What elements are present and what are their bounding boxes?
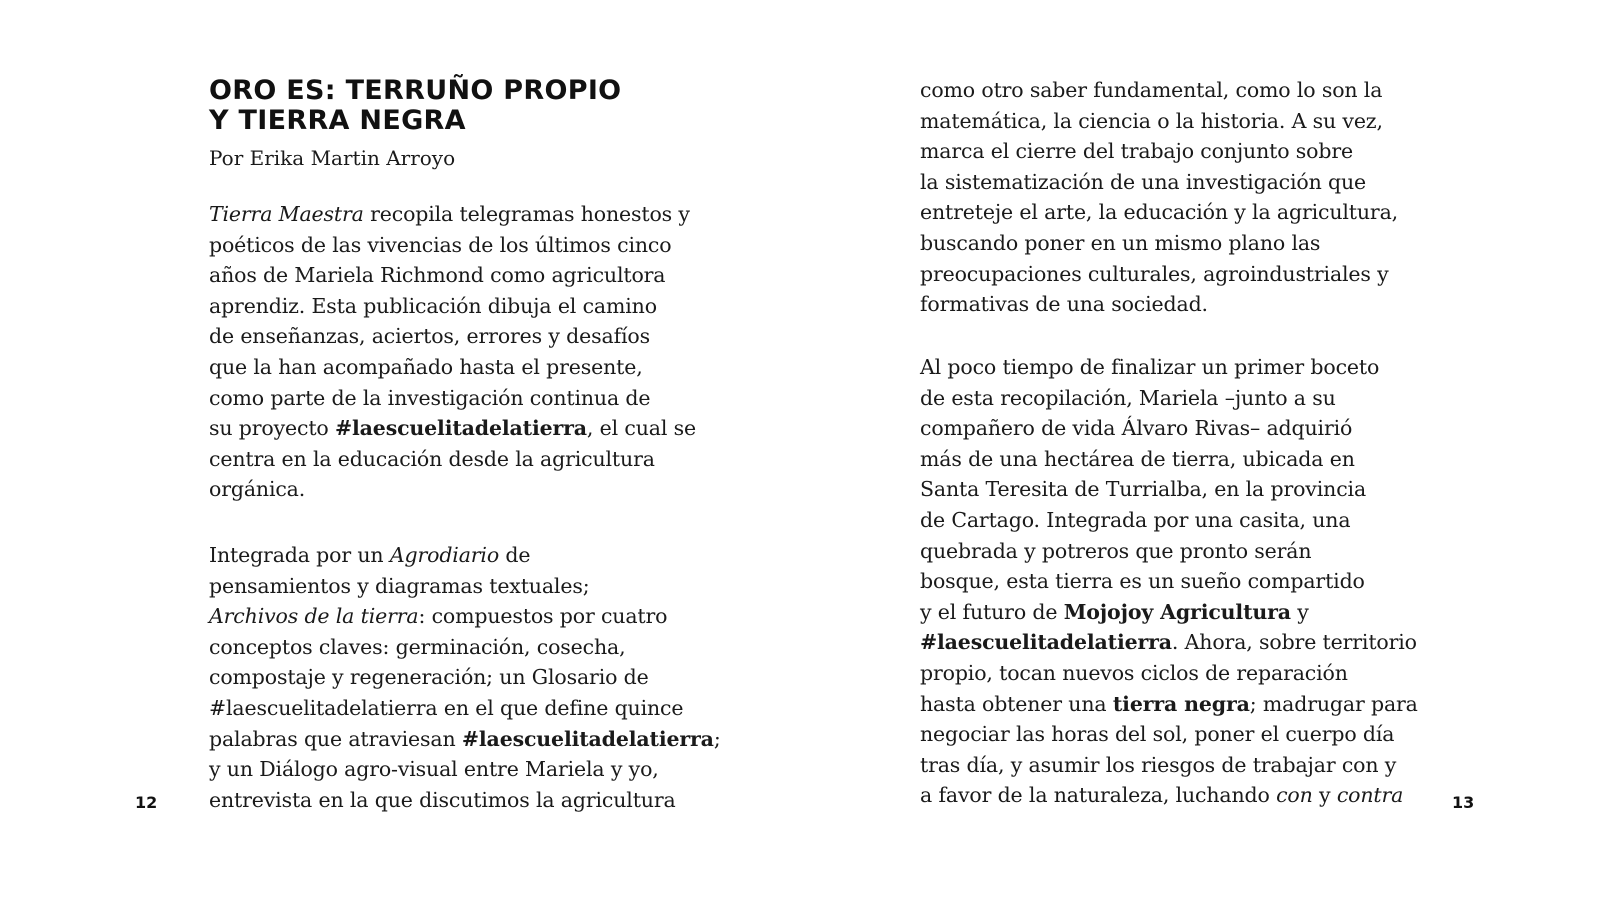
paragraph-territory <box>920 352 1418 811</box>
paragraph-structure <box>209 540 721 815</box>
text-line: quebrada y potreros que pronto serán <box>920 538 1312 563</box>
italic-title: Tierra Maestra <box>209 202 364 226</box>
text-line <box>920 780 1418 811</box>
text-line <box>920 627 1418 658</box>
text-line: como otro saber fundamental, como lo son la <box>920 78 1383 102</box>
text-line: la sistematización de una investigación que <box>920 169 1366 194</box>
chapter-title <box>209 76 729 136</box>
paragraph-continuation <box>920 75 1398 320</box>
text-line <box>209 601 721 632</box>
text-segment: . Ahora, sobre territorio <box>1171 630 1417 655</box>
text-line: #laescuelitadelatierra en el que define quince <box>209 695 684 720</box>
author-byline: Por Erika Martin Arroyo <box>209 146 456 170</box>
text-line: propio, tocan nuevos ciclos de reparación <box>920 660 1348 685</box>
text-line: preocupaciones culturales, agroindustriales y <box>920 261 1389 286</box>
text-segment: , el cual se <box>586 416 696 441</box>
text-segment: y <box>1312 783 1337 808</box>
text-line: de enseñanzas, aciertos, errores y desafíos <box>209 324 650 349</box>
text-line: compañero de vida Álvaro Rivas– adquirió <box>920 416 1353 441</box>
page-number-left: 12 <box>135 793 158 812</box>
italic-title: Agrodiario <box>389 543 500 567</box>
text-segment: : compuestos por cuatro <box>418 604 668 629</box>
text-segment: ; madrugar para <box>1249 691 1418 716</box>
text-segment: y <box>1290 599 1309 624</box>
hashtag-bold: #laescuelitadelatierra <box>461 726 714 751</box>
text-line <box>920 689 1418 720</box>
text-line: años de Mariela Richmond como agricultora <box>209 263 666 288</box>
text-line <box>209 724 721 755</box>
title-line: ORO ES: TERRUÑO PROPIO <box>209 75 622 106</box>
text-segment: hasta obtener una <box>920 691 1113 716</box>
text-segment: palabras que atraviesan <box>209 726 462 751</box>
text-line: como parte de la investigación continua de <box>209 385 651 410</box>
text-line: más de una hectárea de tierra, ubicada en <box>920 446 1355 471</box>
text-line: centra en la educación desde la agricultura <box>209 446 655 471</box>
italic-word: con <box>1276 783 1313 808</box>
text-line: marca el cierre del trabajo conjunto sobre <box>920 139 1353 164</box>
text-line <box>209 199 696 230</box>
text-line: de esta recopilación, Mariela –junto a su <box>920 385 1336 410</box>
text-line: entreteje el arte, la educación y la agricultura, <box>920 200 1399 225</box>
text-segment: su proyecto <box>209 416 335 441</box>
text-line: tras día, y asumir los riesgos de trabajar con y <box>920 752 1397 777</box>
text-line: aprendiz. Esta publicación dibuja el camino <box>209 293 657 318</box>
text-line <box>920 597 1418 628</box>
italic-word: contra <box>1336 783 1404 808</box>
text-line: de Cartago. Integrada por una casita, una <box>920 507 1351 532</box>
text-segment: de <box>499 543 531 567</box>
text-line <box>209 413 696 444</box>
text-line: buscando poner en un mismo plano las <box>920 230 1321 255</box>
text-line: conceptos claves: germinación, cosecha, <box>209 634 626 659</box>
paragraph-intro <box>209 199 696 505</box>
text-line: que la han acompañado hasta el presente, <box>209 354 643 379</box>
right-page <box>800 0 1600 907</box>
text-line: orgánica. <box>209 477 306 502</box>
text-segment: Integrada por un <box>209 543 390 567</box>
text-line: Santa Teresita de Turrialba, en la provincia <box>920 477 1367 502</box>
text-line: Al poco tiempo de finalizar un primer boceto <box>920 355 1380 379</box>
text-line: entrevista en la que discutimos la agricultura <box>209 787 676 812</box>
text-line: compostaje y regeneración; un Glosario de <box>209 665 649 690</box>
term-bold: tierra negra <box>1112 691 1250 716</box>
text-line: bosque, esta tierra es un sueño compartido <box>920 569 1365 594</box>
text-line: poéticos de las vivencias de los últimos cinco <box>209 232 672 257</box>
text-segment: ; <box>713 726 721 751</box>
text-segment: y el futuro de <box>920 599 1064 624</box>
text-line <box>209 540 721 571</box>
text-segment: recopila telegramas honestos y <box>363 202 690 226</box>
page-number-right: 13 <box>1452 793 1475 812</box>
italic-title: Archivos de la tierra <box>209 604 419 629</box>
hashtag-bold: #laescuelitadelatierra <box>335 416 587 441</box>
text-line: negociar las horas del sol, poner el cuerpo día <box>920 722 1395 747</box>
text-line: y un Diálogo agro-visual entre Mariela y yo, <box>209 757 659 782</box>
project-name-bold: Mojojoy Agricultura <box>1063 599 1291 624</box>
text-line: formativas de una sociedad. <box>920 292 1208 317</box>
hashtag-bold: #laescuelitadelatierra <box>920 630 1172 655</box>
title-line: Y TIERRA NEGRA <box>209 105 466 136</box>
text-line: pensamientos y diagramas textuales; <box>209 573 590 598</box>
text-segment: a favor de la naturaleza, luchando <box>920 783 1277 808</box>
text-line: matemática, la ciencia o la historia. A su vez, <box>920 108 1383 133</box>
